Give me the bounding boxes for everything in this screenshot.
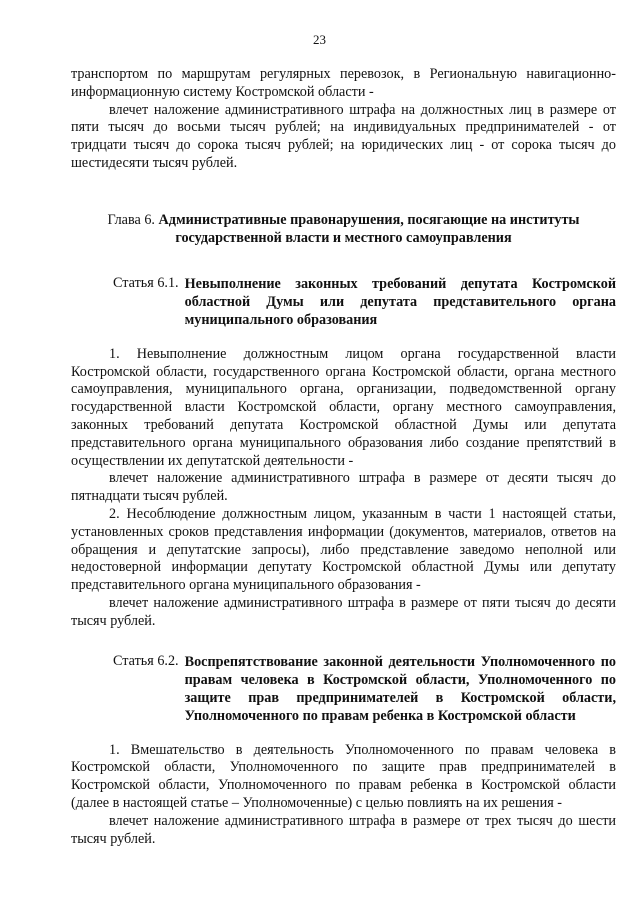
article-6-2-part-1: 1. Вмешательство в деятельность Уполномоченного по правам человека в Костромской области, Уполномоченного по защите прав предпринимателей в Костромской области, Уполномоченного по правам ребенка в Костромской области (далее в настоящей статье – Уполномоченные) с целью повлиять на их решения - <box>71 741 616 811</box>
article-6-2-part-1-penalty: влечет наложение административного штрафа в размере от трех тысяч до шести тысяч рублей. <box>71 812 616 847</box>
article-6-1-label: Статья 6.1. <box>113 274 179 291</box>
article-6-2-heading <box>71 653 616 725</box>
article-6-1-part-1: 1. Невыполнение должностным лицом органа государственной власти Костромской области, государственного органа Костромской области, органа местного самоуправления, муниципального органа, организации, подведомственной органу государственной власти Костромской области, органу местного самоуправления, законных требований депутата Костромской областной Думы или депутата представительного органа муниципального образования либо создание препятствий в осуществлении их депутатской деятельности - <box>71 345 616 469</box>
document-body <box>71 66 616 848</box>
article-6-2-label: Статья 6.2. <box>113 652 179 669</box>
article-6-1-part-2-penalty: влечет наложение административного штрафа в размере от пяти тысяч до десяти тысяч рублей. <box>71 594 616 629</box>
chapter-heading <box>71 211 616 247</box>
article-6-1-heading <box>71 275 616 329</box>
article-6-1-title: Невыполнение законных требований депутата Костромской областной Думы или депутата представительного органа муниципального образования <box>184 275 616 328</box>
page-number: 23 <box>313 32 326 47</box>
article-6-1-part-1-penalty: влечет наложение административного штрафа в размере от десяти тысяч до пятнадцати тысяч рублей. <box>71 470 616 505</box>
article-6-2-title: Воспрепятствование законной деятельности Уполномоченного по правам человека в Костромской области, Уполномоченного по защите прав предпринимателей в Костромской области, Уполномоченного по правам ребенка в Костромской области <box>184 653 616 724</box>
intro-paragraph: транспортом по маршрутам регулярных перевозок, в Региональную навигационно-информационную систему Костромской области - <box>71 66 616 100</box>
chapter-title: Административные правонарушения, посягающие на институты государственной власти и местного самоуправления <box>158 211 580 246</box>
intro-penalty-paragraph: влечет наложение административного штрафа на должностных лиц в размере от пяти тысяч до восьми тысяч рублей; на индивидуальных предпринимателей - от тридцати тысяч до сорока тысяч рублей; на юридических лиц - от сорока тысяч до шестидесяти тысяч рублей. <box>71 101 616 171</box>
chapter-label: Глава 6. <box>107 211 155 228</box>
article-6-1-part-2: 2. Несоблюдение должностным лицом, указанным в части 1 настоящей статьи, установленных сроков представления информации (документов, материалов, ответов на обращения и депутатские запросы), либо представление заведомо неполной или недостоверной информации депутату Костромской областной Думы или депутату представительного органа муниципального образования - <box>71 505 616 594</box>
